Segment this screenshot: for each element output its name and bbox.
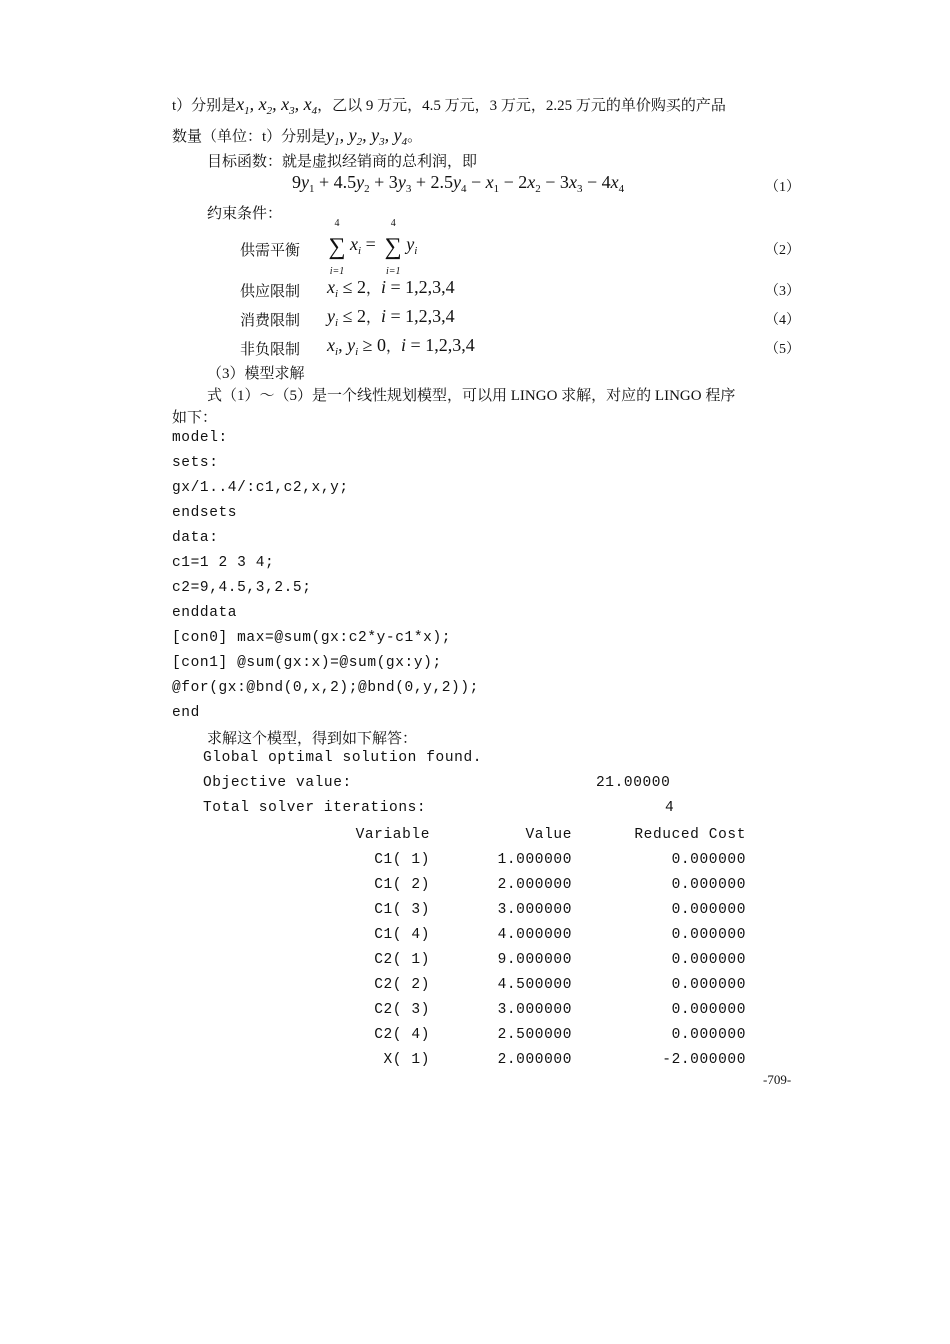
solution-intro: 求解这个模型，得到如下解答： [207,731,418,747]
table-row [340,922,746,947]
reduced-cost-cell: 0.000000 [671,901,746,918]
intro-line-1-rest: ，乙以 9 万元，4.5 万元，3 万元，2.25 万元的单价购买的产品 [317,98,726,114]
section-paragraph-line-2: 如下： [172,410,218,426]
equation-5-label: 非负限制 [240,342,301,358]
table-row [340,1047,746,1072]
header-value: Value [525,826,572,843]
code-line: @for(gx:@bnd(0,x,2);@bnd(0,y,2)); [172,680,479,696]
value-cell: 3.000000 [497,1001,572,1018]
reduced-cost-cell: 0.000000 [671,876,746,893]
y-variables: $y_1$, $y_2$, $y_3$, $y_4$ [326,125,408,148]
code-line: enddata [172,605,238,621]
equation-3-number: （3） [765,284,800,299]
value-cell: 4.500000 [497,976,572,993]
value-cell: 9.000000 [497,951,572,968]
reduced-cost-cell: 0.000000 [671,976,746,993]
intro-line-1 [172,94,726,117]
value-cell: 2.000000 [497,1051,572,1068]
code-line: endsets [172,505,238,521]
variable-cell: C1( 3) [374,901,430,918]
equation-2: 4 ∑ i=1 $x_i$ = 4 ∑ i=1 $y_i$ [328,218,418,277]
section-paragraph-line-1: 式（1）～（5）是一个线性规划模型，可以用 LINGO 求解，对应的 LINGO 程序 [207,388,736,404]
intro-line-2 [172,125,422,148]
table-row [340,872,746,897]
equation-2-label: 供需平衡 [240,243,301,259]
code-line: c1=1 2 3 4; [172,555,275,571]
reduced-cost-cell: 0.000000 [671,951,746,968]
iterations-label: Total solver iterations: [203,800,427,816]
equation-3-label: 供应限制 [240,284,301,300]
table-row [340,897,746,922]
equation-1-number: （1） [765,180,800,195]
value-cell: 2.500000 [497,1026,572,1043]
solver-status: Global optimal solution found. [203,750,483,766]
header-reduced-cost: Reduced Cost [634,826,746,843]
variable-cell: C2( 2) [374,976,430,993]
table-row [340,1022,746,1047]
variable-cell: C1( 4) [374,926,430,943]
equation-3: $x_i \le 2$，i = 1,2,3,4 [327,277,455,300]
code-line: end [172,705,200,721]
equation-4-number: （4） [765,313,800,328]
reduced-cost-cell: 0.000000 [671,926,746,943]
equation-5-number: （5） [765,342,800,357]
value-cell: 4.000000 [497,926,572,943]
value-cell: 1.000000 [497,851,572,868]
code-line: [con0] max=@sum(gx:c2*y-c1*x); [172,630,452,646]
constraints-label: 约束条件： [207,206,283,222]
table-row [340,847,746,872]
objective-value-label: Objective value: [203,775,352,791]
equation-2-number: （2） [765,243,800,258]
variable-cell: X( 1) [383,1051,430,1068]
variable-cell: C2( 1) [374,951,430,968]
table-row [340,997,746,1022]
section-heading: （3）模型求解 [207,366,305,382]
objective-label: 目标函数：就是虚拟经销商的总利润，即 [207,154,478,170]
solution-table [340,822,746,1072]
code-line: sets: [172,455,219,471]
code-line: model: [172,430,228,446]
header-variable: Variable [355,826,430,843]
solution-table-header [340,822,746,847]
x-variables: $x_1$, $x_2$, $x_3$, $x_4$ [236,94,318,117]
table-row [340,947,746,972]
equation-1: $9y_1 + 4.5y_2 + 3y_3 + 2.5y_4 - x_1 - 2x_2 - 3x_3 - 4x_4$ [292,172,625,195]
page-number: -709- [763,1072,792,1087]
code-line: gx/1..4/:c1,c2,x,y; [172,480,349,496]
variable-cell: C2( 3) [374,1001,430,1018]
iterations-value: 4 [665,800,675,816]
code-line: c2=9,4.5,3,2.5; [172,580,312,596]
value-cell: 2.000000 [497,876,572,893]
equation-4-label: 消费限制 [240,313,301,329]
equation-5: $x_i$, $y_i \ge 0$，i = 1,2,3,4 [327,335,475,358]
intro-line-1-prefix: t）分别是 [172,98,237,114]
reduced-cost-cell: -2.000000 [662,1051,746,1068]
variable-cell: C1( 2) [374,876,430,893]
reduced-cost-cell: 0.000000 [671,1026,746,1043]
intro-line-2-end: 。 [407,129,423,145]
value-cell: 3.000000 [497,901,572,918]
table-row [340,972,746,997]
code-line: data: [172,530,219,546]
intro-line-2-prefix: 数量（单位：t）分别是 [172,129,327,145]
equation-4: $y_i \le 2$，i = 1,2,3,4 [327,306,455,329]
reduced-cost-cell: 0.000000 [671,851,746,868]
code-line: [con1] @sum(gx:x)=@sum(gx:y); [172,655,442,671]
reduced-cost-cell: 0.000000 [671,1001,746,1018]
objective-value: 21.00000 [596,775,671,791]
variable-cell: C2( 4) [374,1026,430,1043]
variable-cell: C1( 1) [374,851,430,868]
